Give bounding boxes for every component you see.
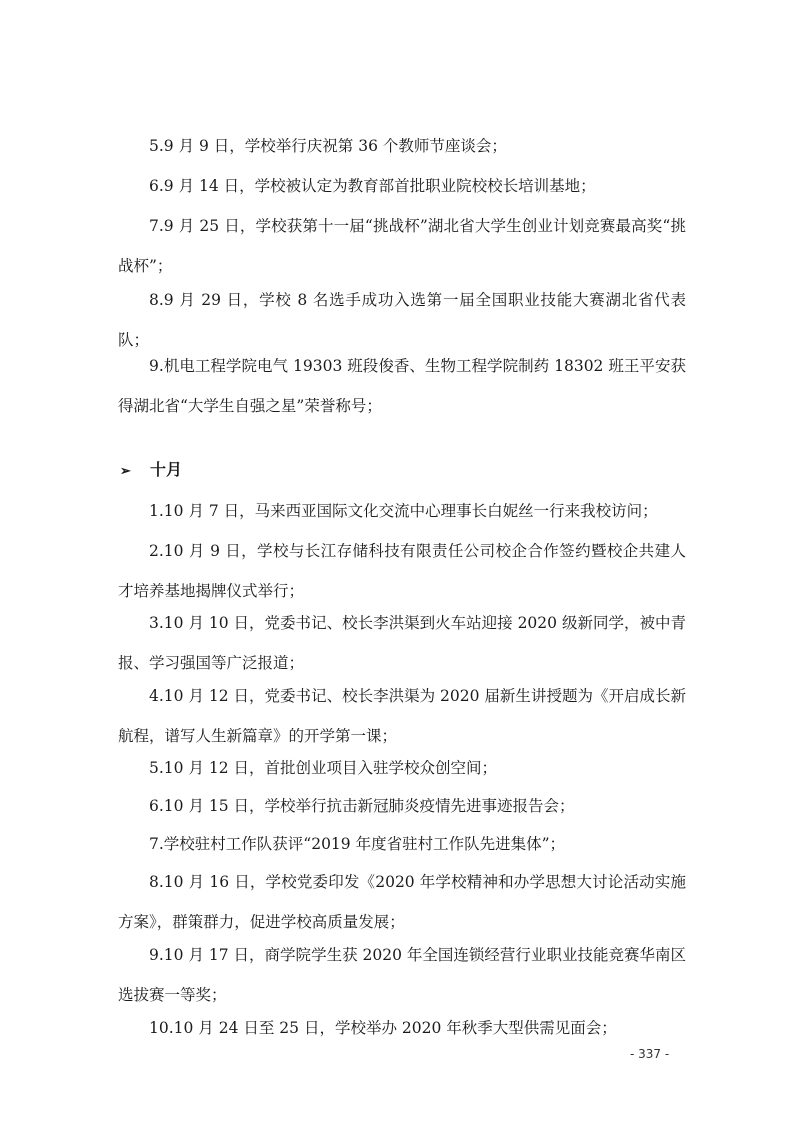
oct-item-2: 2.10 月 9 日，学校与长江存储科技有限责任公司校企合作签约暨校企共建人才培养基地揭牌仪式举行； xyxy=(118,542,686,600)
oct-item-5: 5.10 月 12 日，首批创业项目入驻学校众创空间； xyxy=(149,759,498,777)
arrow-bullet-icon: ➢ xyxy=(120,464,131,479)
oct-item-4: 4.10 月 12 日，党委书记、校长李洪渠为 2020 届新生讲授题为《开启成长新航程，谱写人生新篇章》的开学第一课； xyxy=(118,687,686,745)
oct-item-10: 10.10 月 24 日至 25 日，学校举办 2020 年秋季大型供需见面会； xyxy=(149,1019,617,1037)
oct-item-8: 8.10 月 16 日，学校党委印发《2020 年学校精神和办学思想大讨论活动实施方案》，群策群力，促进学校高质量发展； xyxy=(118,873,686,931)
sept-item-5: 5.9 月 9 日，学校举行庆祝第 36 个教师节座谈会； xyxy=(149,137,507,155)
oct-item-7: 7.学校驻村工作队获评“2019 年度省驻村工作队先进集体”； xyxy=(149,835,566,853)
page-number: - 337 - xyxy=(630,1047,670,1061)
month-heading-text: 十月 xyxy=(150,460,183,479)
month-heading-october xyxy=(120,455,182,487)
sept-item-7: 7.9 月 25 日，学校获第十一届“挑战杯”湖北省大学生创业计划竞赛最高奖“挑战杯”； xyxy=(118,217,686,275)
sept-item-6: 6.9 月 14 日，学校被认定为教育部首批职业院校校长培训基地； xyxy=(149,177,596,195)
oct-item-6: 6.10 月 15 日，学校举行抗击新冠肺炎疫情先进事迹报告会； xyxy=(149,797,575,815)
oct-item-3: 3.10 月 10 日，党委书记、校长李洪渠到火车站迎接 2020 级新同学，被中青报、学习强国等广泛报道； xyxy=(118,614,686,672)
sept-item-8: 8.9 月 29 日，学校 8 名选手成功入选第一届全国职业技能大赛湖北省代表队； xyxy=(118,291,686,349)
oct-item-9: 9.10 月 17 日，商学院学生获 2020 年全国连锁经营行业职业技能竞赛华南区选拔赛一等奖； xyxy=(118,946,686,1004)
sept-item-9: 9.机电工程学院电气 19303 班段俊香、生物工程学院制药 18302 班王平安获得湖北省“大学生自强之星”荣誉称号； xyxy=(118,357,686,415)
oct-item-1: 1.10 月 7 日，马来西亚国际文化交流中心理事长白妮丝一行来我校访问； xyxy=(149,502,658,520)
